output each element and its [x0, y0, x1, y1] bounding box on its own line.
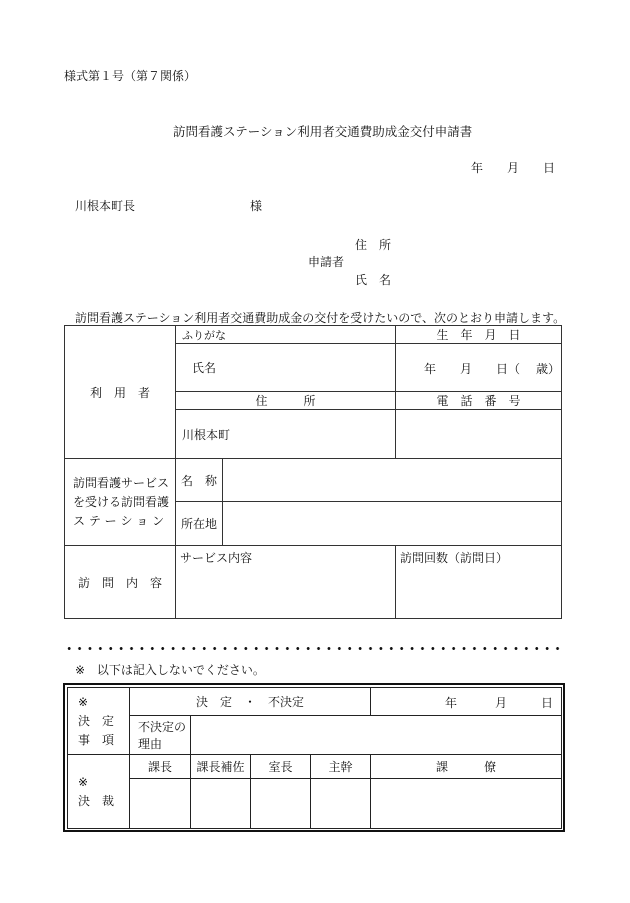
rejection-reason-label: 不決定の理由	[130, 716, 191, 755]
visit-label: 訪 問 内 容	[65, 546, 176, 619]
birth-year-label: 年	[424, 361, 437, 376]
date-day-label: 日	[543, 161, 556, 175]
seal-cell-3	[251, 779, 311, 829]
name-label: 氏名	[176, 344, 396, 392]
station-label: 訪問看護サービス を受ける訪問看護 ス テ ー シ ョ ン	[65, 459, 176, 546]
birth-date-label: 生 年 月 日	[396, 326, 562, 344]
phone-cell	[396, 410, 562, 459]
applicant-address-label: 住 所	[355, 238, 392, 252]
decision-options: 決 定 ・ 不決定	[130, 688, 371, 716]
seal-cell-1	[130, 779, 191, 829]
decision-day-label: 日	[541, 695, 554, 710]
date-month-label: 月	[507, 161, 520, 175]
decision-label: ※ 決 定 事 項	[68, 688, 130, 755]
addressee-suffix: 様	[250, 199, 263, 213]
decision-mark: ※	[78, 694, 89, 709]
station-name-cell	[223, 459, 562, 502]
form-number: 様式第１号（第７関係）	[64, 69, 197, 83]
phone-label: 電 話 番 号	[396, 392, 562, 410]
seal-cell-2	[191, 779, 251, 829]
service-content-cell	[176, 546, 396, 619]
office-use-table	[67, 687, 562, 829]
address-label: 住 所	[176, 392, 396, 410]
office-use-box	[63, 683, 565, 832]
address-cell	[176, 410, 396, 459]
age-label: 歳）	[536, 361, 561, 376]
approver-deputy-chief: 課長補佐	[191, 755, 251, 779]
service-content-label: サービス内容	[180, 551, 253, 565]
birth-month-label: 月	[460, 361, 473, 376]
application-table	[64, 325, 562, 619]
intro-text: 訪問看護ステーション利用者交通費助成金の交付を受けたいので、次のとおり申請します。	[75, 311, 566, 325]
seal-cell-5	[371, 779, 562, 829]
station-name-label: 名 称	[176, 459, 223, 502]
address-prefix: 川根本町	[182, 427, 231, 442]
approval-label: ※ 決 裁	[68, 755, 130, 829]
decision-year-label: 年	[445, 695, 458, 710]
office-note	[75, 661, 265, 678]
note-mark: ※	[75, 663, 86, 677]
approver-office-head: 室長	[251, 755, 311, 779]
applicant-name-label: 氏 名	[355, 273, 392, 287]
decision-month-label: 月	[495, 695, 508, 710]
decision-date-cell	[371, 688, 562, 716]
addressee: 川根本町長	[75, 199, 136, 213]
station-location-cell	[223, 502, 562, 546]
furigana-label: ふりがな	[176, 326, 396, 344]
visit-count-cell	[396, 546, 562, 619]
approver-staff: 課 僚	[371, 755, 562, 779]
rejection-reason-cell	[191, 716, 562, 755]
user-label: 利 用 者	[65, 326, 176, 459]
station-location-label: 所在地	[176, 502, 223, 546]
approver-chief-officer: 主幹	[311, 755, 371, 779]
approval-mark: ※	[78, 774, 89, 789]
birth-date-cell	[396, 344, 562, 392]
approver-section-chief: 課長	[130, 755, 191, 779]
date-year-label: 年	[471, 161, 484, 175]
seal-cell-4	[311, 779, 371, 829]
applicant-label: 申請者	[308, 255, 345, 269]
dotted-separator	[64, 647, 562, 650]
birth-day-label: 日（	[496, 361, 521, 376]
note-text: 以下は記入しないでください。	[96, 663, 265, 677]
page-title: 訪問看護ステーション利用者交通費助成金交付申請書	[173, 124, 473, 139]
visit-count-label: 訪問回数（訪問日）	[400, 551, 509, 565]
